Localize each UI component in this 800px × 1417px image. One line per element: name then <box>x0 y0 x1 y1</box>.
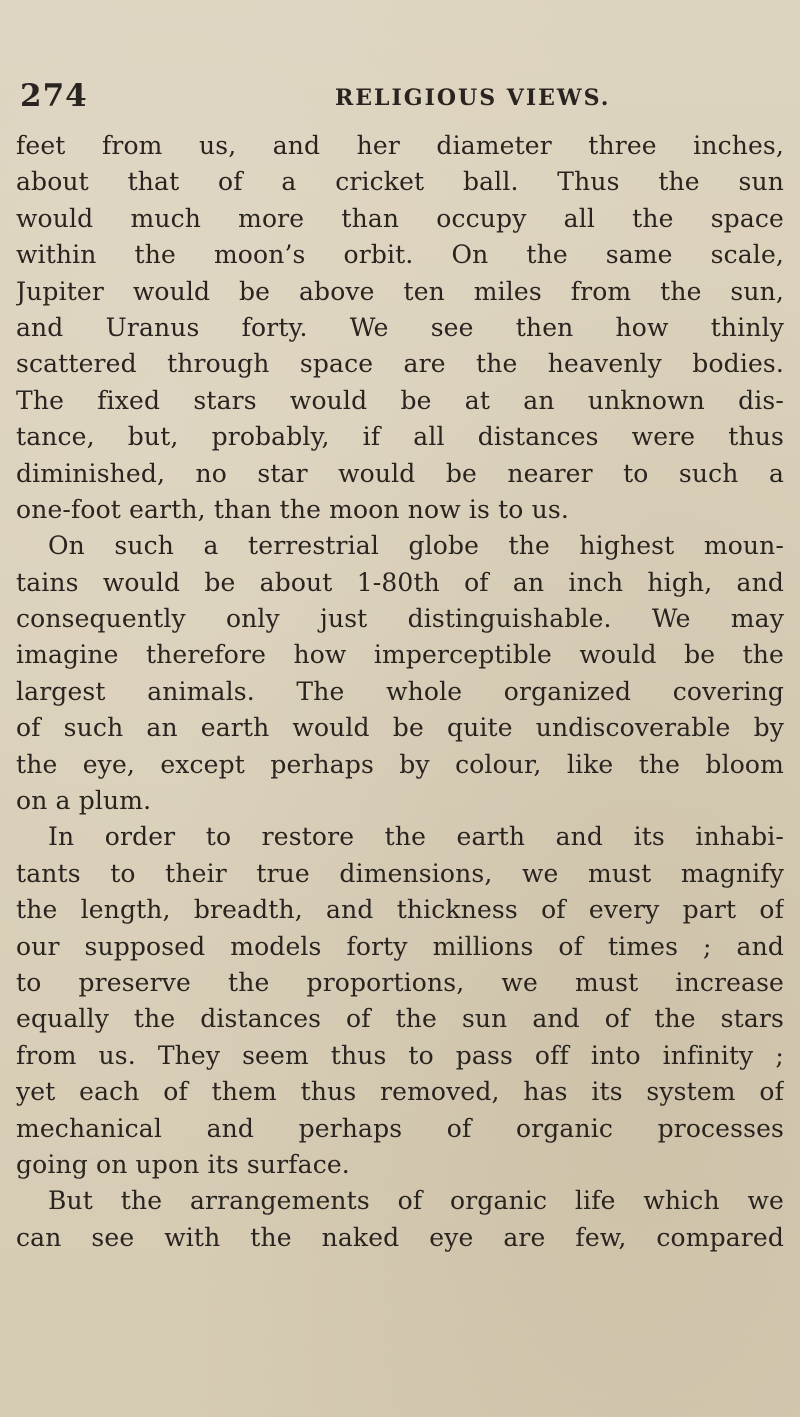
text-line: consequently only just distinguishable. We may <box>16 604 784 634</box>
text-line: imagine therefore how imperceptible would be the <box>16 640 784 670</box>
text-line: of such an earth would be quite undiscoverable by <box>16 713 784 743</box>
text-line: tants to their true dimensions, we must magnify <box>16 858 784 888</box>
text-line: equally the distances of the sun and of the stars <box>16 1004 784 1034</box>
text-line: our supposed models forty millions of times ; and <box>16 931 784 961</box>
text-line: would much more than occupy all the space <box>16 203 784 233</box>
text-line: Jupiter would be above ten miles from the sun, <box>16 276 784 306</box>
text-line: yet each of them thus removed, has its system of <box>16 1077 784 1107</box>
running-head <box>0 78 800 114</box>
text-line: going on upon its surface. <box>16 1149 350 1179</box>
text-line: feet from us, and her diameter three inches, <box>16 131 784 160</box>
text-line: from us. They seem thus to pass off into infinity ; <box>16 1040 784 1070</box>
text-line: In order to restore the earth and its inhabi- <box>48 822 784 852</box>
text-line: diminished, no star would be nearer to such a <box>16 458 784 488</box>
text-line: to preserve the proportions, we must increase <box>16 967 784 997</box>
text-line: within the moon’s orbit. On the same scale, <box>16 240 784 270</box>
text-line: tains would be about 1-80th of an inch high, and <box>16 567 784 597</box>
text-line: mechanical and perhaps of organic processes <box>16 1113 784 1143</box>
text-line: largest animals. The whole organized covering <box>16 676 784 706</box>
text-line: can see with the naked eye are few, compared <box>16 1222 784 1252</box>
text-line: scattered through space are the heavenly bodies. <box>16 349 784 379</box>
text-line: But the arrangements of organic life which we <box>48 1186 784 1216</box>
running-title: RELIGIOUS VIEWS. <box>335 85 611 111</box>
text-line: the eye, except perhaps by colour, like the bloom <box>16 749 784 779</box>
text-line: The fixed stars would be at an unknown dis- <box>16 385 784 415</box>
text-line: about that of a cricket ball. Thus the sun <box>16 167 784 197</box>
text-line: the length, breadth, and thickness of every part of <box>16 895 784 925</box>
text-line: on a plum. <box>16 786 152 816</box>
text-line: On such a terrestrial globe the highest moun- <box>48 531 784 561</box>
text-line: one-foot earth, than the moon now is to us. <box>16 494 569 524</box>
page-number: 274 <box>20 78 88 114</box>
text-line: tance, but, probably, if all distances were thus <box>16 422 784 452</box>
body-text <box>16 128 784 1256</box>
text-line: and Uranus forty. We see then how thinly <box>16 312 784 342</box>
